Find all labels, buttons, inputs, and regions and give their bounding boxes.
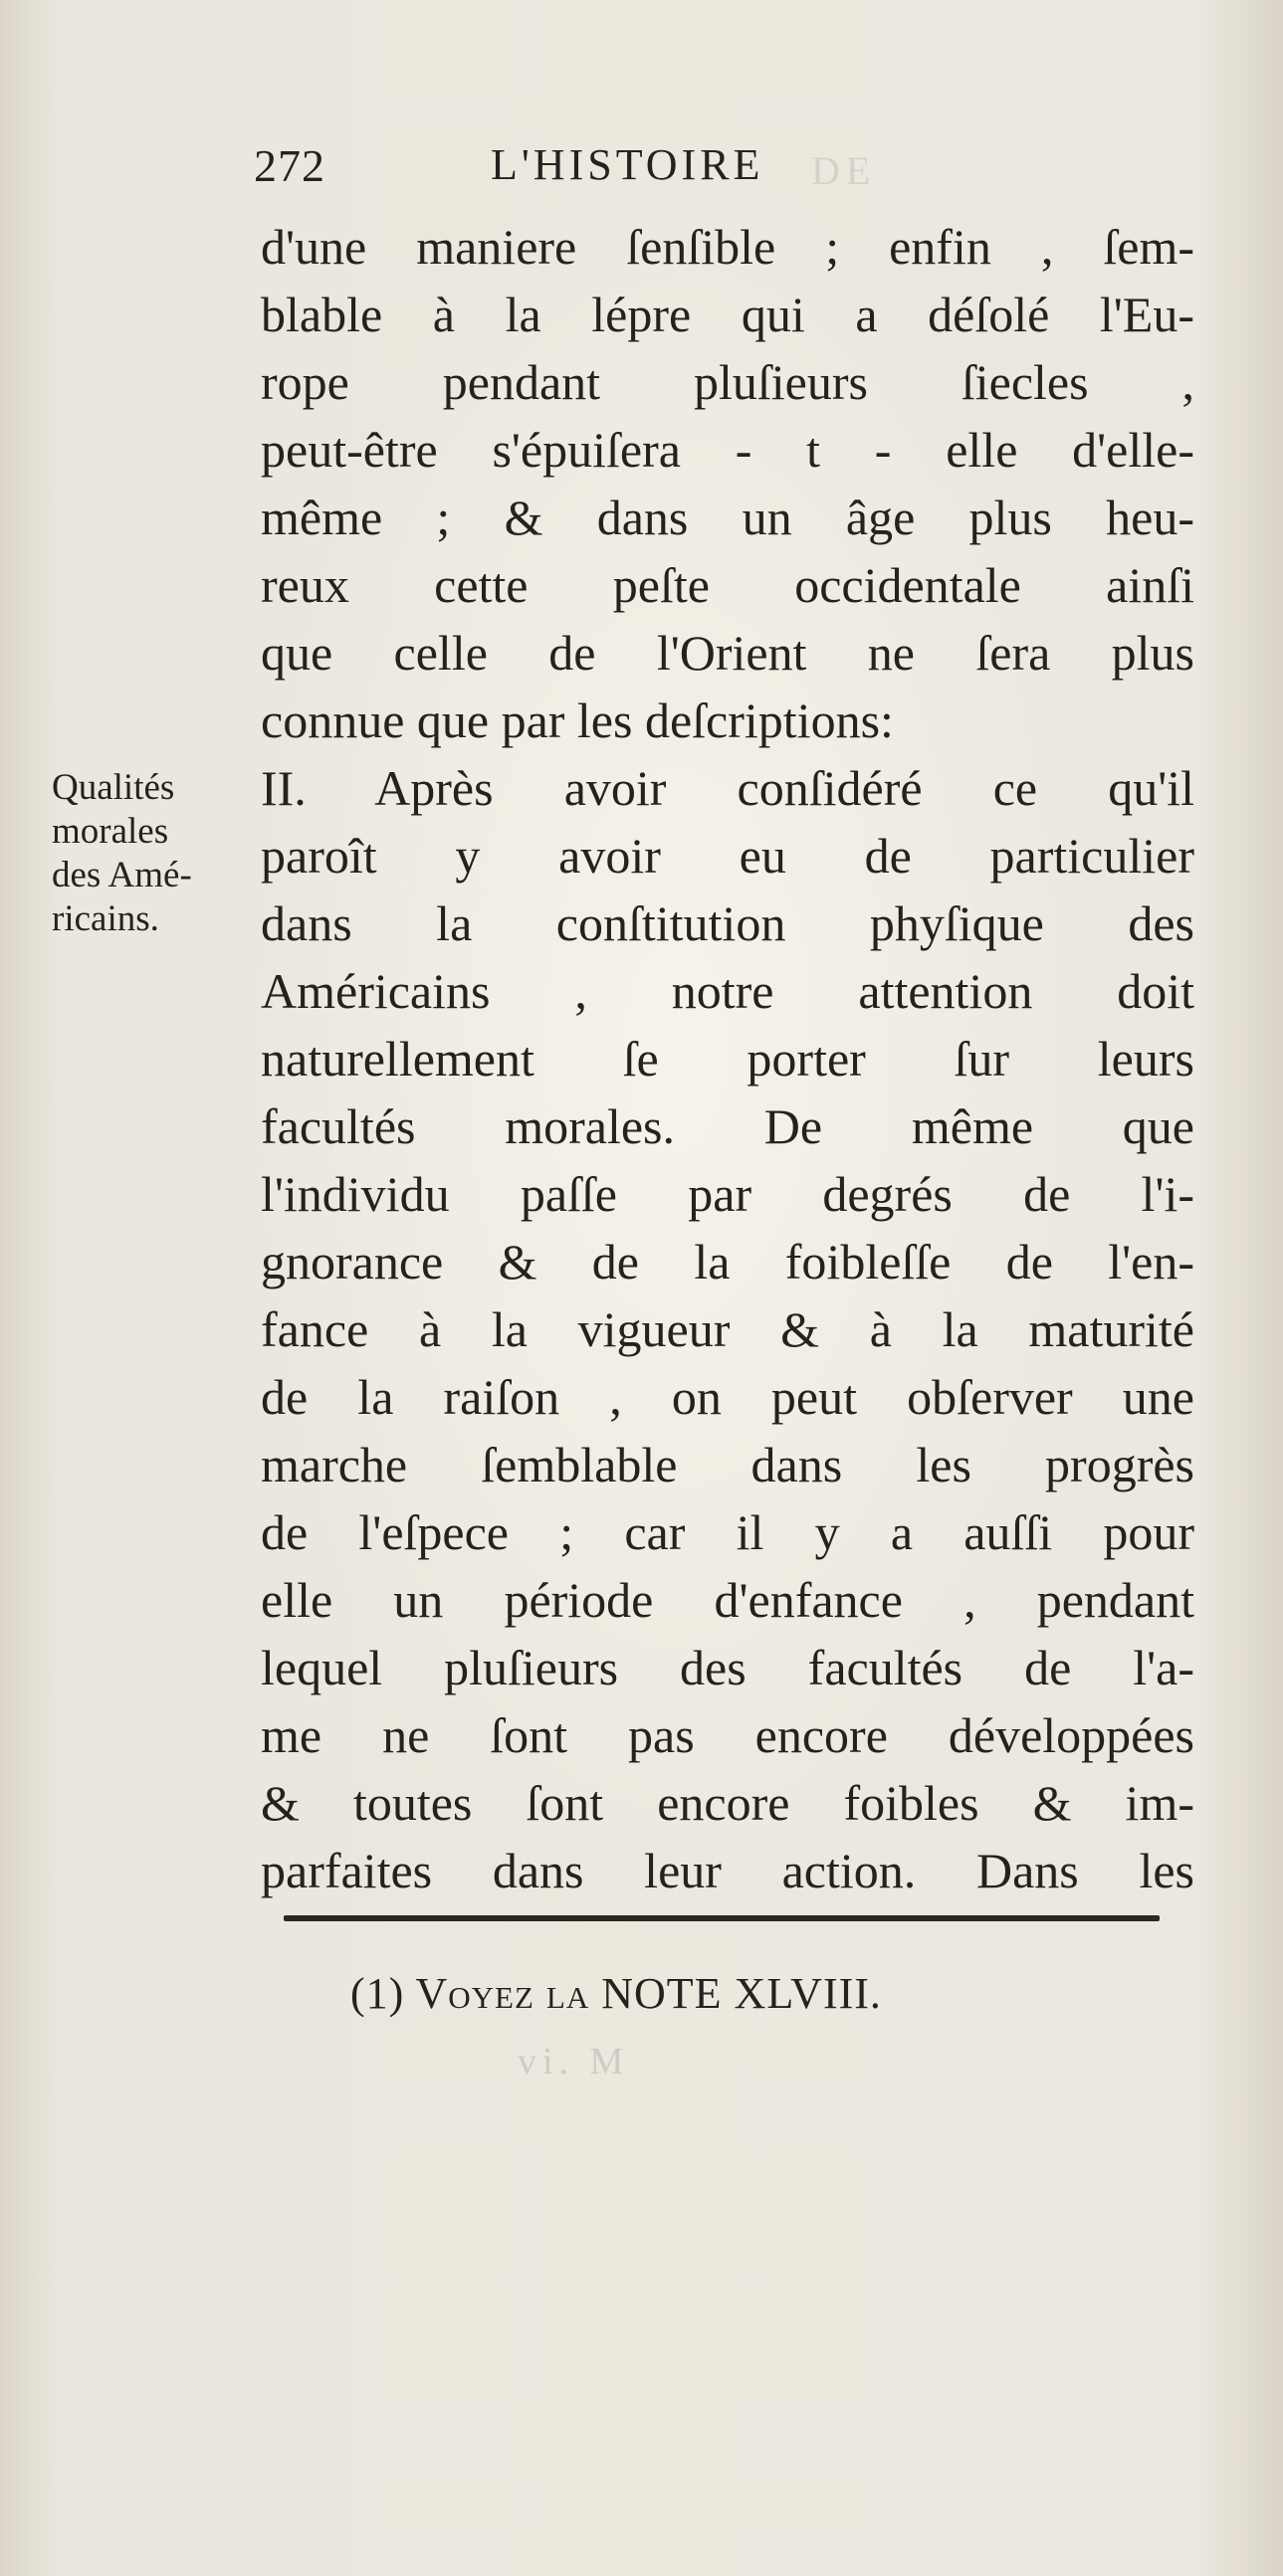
margin-note-line: des Amé- [52, 855, 192, 895]
text-line: l'individu paſſe par degrés de l'i- [261, 1166, 1194, 1222]
text-line: reux cette peſte occidentale ainſi [261, 557, 1194, 613]
margin-note [52, 766, 261, 941]
text-line: de la raiſon , on peut obſerver une [261, 1369, 1194, 1425]
text-line: Américains , notre attention doit [261, 963, 1194, 1019]
text-line: fance à la vigueur & à la maturité [261, 1301, 1194, 1357]
text-line: me ne ſont pas encore développées [261, 1707, 1194, 1763]
text-line: peut-être s'épuiſera - t - elle d'elle- [261, 422, 1194, 478]
margin-note-line: Qualités [52, 767, 175, 808]
text-line: blable à la lépre qui a déſolé l'Eu- [261, 287, 1194, 342]
page-header [254, 139, 1010, 199]
text-line: parfaites dans leur action. Dans les [261, 1843, 1194, 1898]
text-line: dans la conſtitution phyſique des [261, 895, 1194, 951]
body-text [261, 213, 1194, 1904]
margin-note-line: morales [52, 811, 169, 852]
signature-mark: vi. M [518, 2041, 630, 2082]
text-line: gnorance & de la foibleſſe de l'en- [261, 1234, 1194, 1289]
text-line: marche ſemblable dans les progrès [261, 1437, 1194, 1492]
footnote: (1) Voyez la NOTE XLVIII. [350, 1969, 882, 2018]
show-through-text: DE [811, 148, 877, 193]
text-line: de l'eſpece ; car il y a auſſi pour [261, 1504, 1194, 1560]
margin-note-line: ricains. [52, 898, 159, 939]
text-line: que celle de l'Orient ne ſera plus [261, 625, 1194, 681]
text-line: II. Après avoir conſidéré ce qu'il [261, 760, 1194, 816]
running-head: L'HISTOIRE [491, 140, 764, 189]
page-number: 272 [254, 140, 325, 191]
text-line: d'une maniere ſenſible ; enfin , ſem- [261, 219, 1194, 275]
text-line: & toutes ſont encore foibles & im- [261, 1775, 1194, 1831]
text-line: facultés morales. De même que [261, 1098, 1194, 1154]
text-line: lequel pluſieurs des facultés de l'a- [261, 1640, 1194, 1695]
text-line: elle un période d'enfance , pendant [261, 1572, 1194, 1628]
footnote-rule [284, 1915, 1160, 1921]
text-line: paroît y avoir eu de particulier [261, 828, 1194, 884]
text-line: naturellement ſe porter ſur leurs [261, 1031, 1194, 1087]
text-line: même ; & dans un âge plus heu- [261, 490, 1194, 545]
text-line: connue que par les deſcriptions: [261, 693, 894, 748]
text-line: rope pendant pluſieurs ſiecles , [261, 354, 1194, 410]
